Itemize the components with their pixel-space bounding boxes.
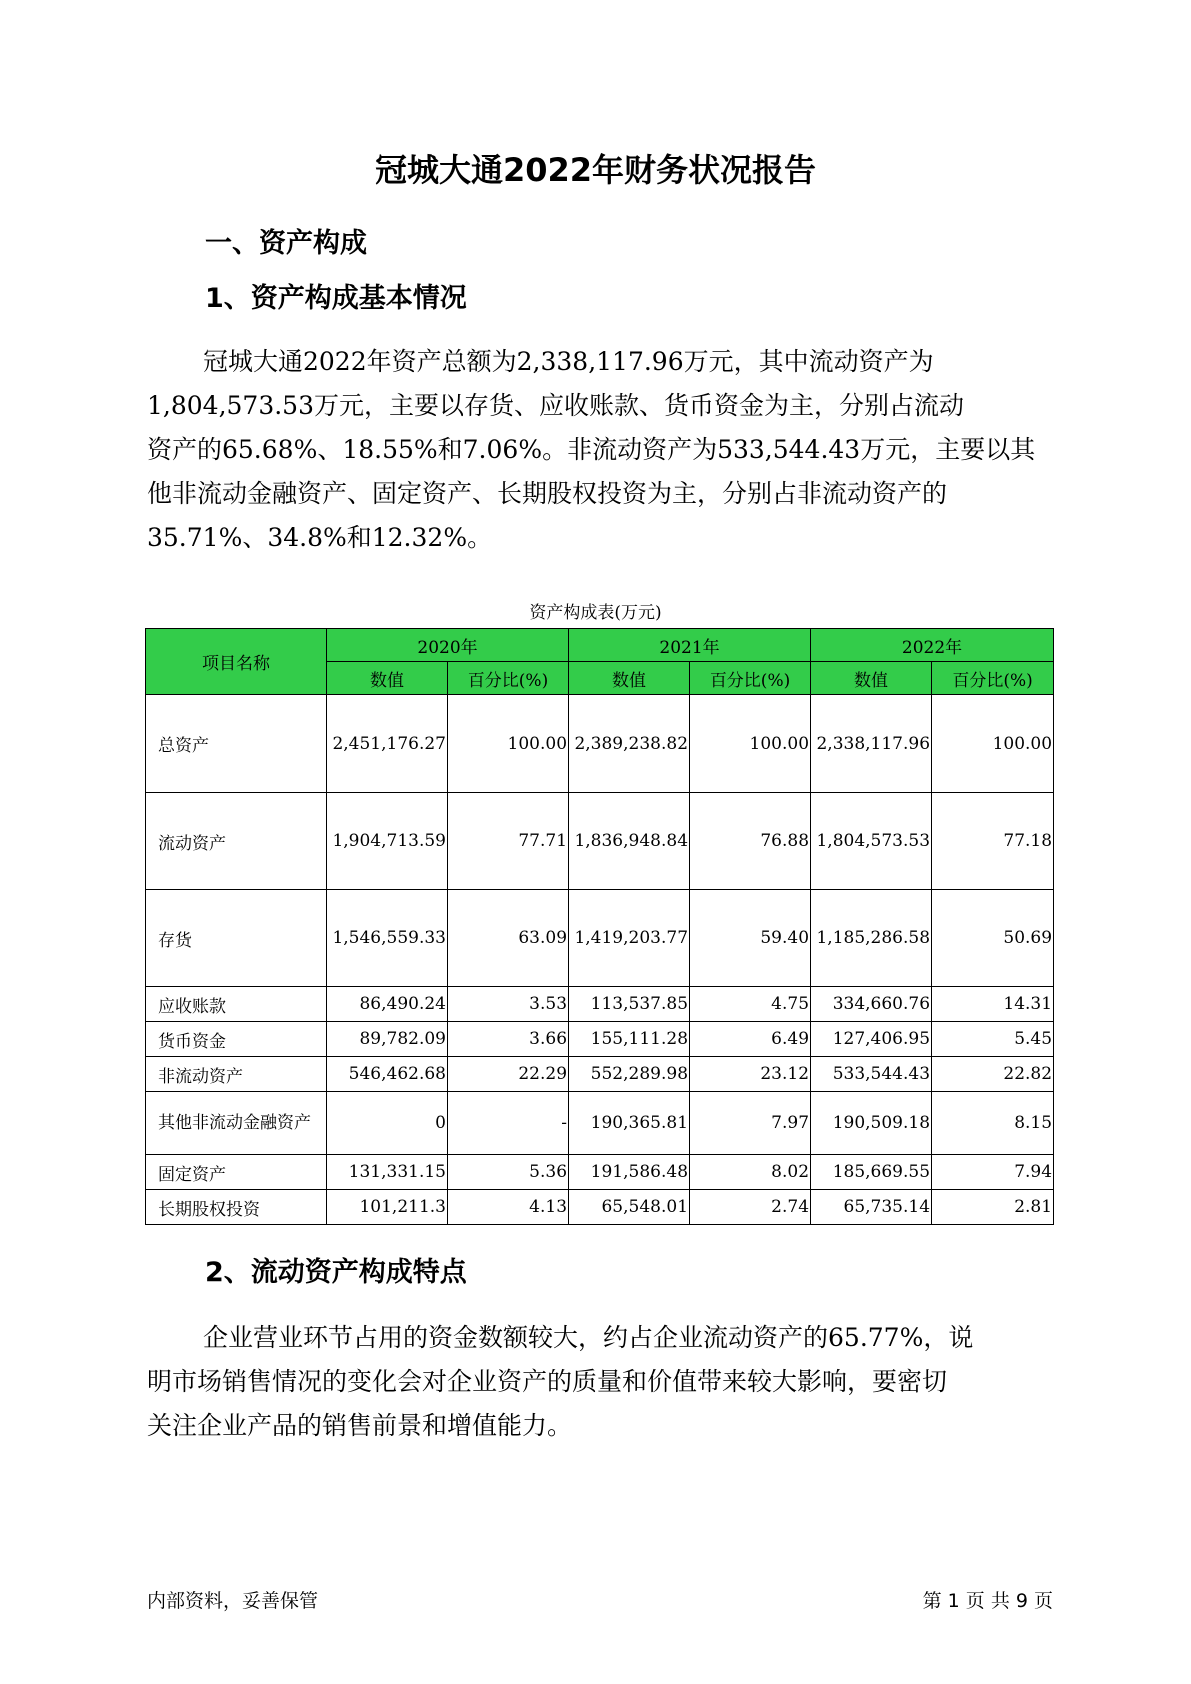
paragraph-line: 企业营业环节占用的资金数额较大，约占企业流动资产的65.77%，说 [203,1323,974,1352]
table-row [146,1057,1054,1092]
cell-percent: 3.53 [448,987,569,1022]
header-value: 数值 [327,662,448,695]
cell-value: 1,804,573.53 [811,793,932,890]
header-percent: 百分比(%) [932,662,1054,695]
cell-percent: 14.31 [932,987,1054,1022]
cell-percent: 59.40 [690,890,811,987]
cell-percent: 22.82 [932,1057,1054,1092]
cell-percent: 76.88 [690,793,811,890]
cell-value: 1,836,948.84 [569,793,690,890]
row-name: 应收账款 [146,987,327,1022]
paragraph-line: 1,804,573.53万元，主要以存货、应收账款、货币资金为主，分别占流动 [147,391,964,420]
table-row [146,987,1054,1022]
cell-percent: 5.36 [448,1155,569,1190]
cell-value: 86,490.24 [327,987,448,1022]
cell-value: 127,406.95 [811,1022,932,1057]
table-header-row [146,629,1054,662]
footer-page-number: 第 1 页 共 9 页 [922,1590,1053,1612]
cell-percent: - [448,1092,569,1155]
cell-percent: 100.00 [448,695,569,793]
cell-value: 155,111.28 [569,1022,690,1057]
header-item-name: 项目名称 [146,629,327,695]
cell-percent: 100.00 [932,695,1054,793]
table-row [146,793,1054,890]
section-heading-asset-composition: 一、资产构成 [205,228,367,259]
cell-percent: 2.74 [690,1190,811,1225]
table-row [146,1190,1054,1225]
cell-value: 1,185,286.58 [811,890,932,987]
cell-value: 552,289.98 [569,1057,690,1092]
header-year-2020: 2020年 [327,629,569,662]
cell-percent: 6.49 [690,1022,811,1057]
cell-value: 2,389,238.82 [569,695,690,793]
row-name: 其他非流动金融资产 [146,1092,327,1155]
cell-percent: 22.29 [448,1057,569,1092]
header-percent: 百分比(%) [448,662,569,695]
row-name: 总资产 [146,695,327,793]
cell-percent: 63.09 [448,890,569,987]
paragraph-current-assets [147,1316,1047,1448]
table-row [146,1155,1054,1190]
cell-value: 190,365.81 [569,1092,690,1155]
paragraph-line: 明市场销售情况的变化会对企业资产的质量和价值带来较大影响，要密切 [147,1367,948,1396]
asset-composition-table [145,628,1054,1225]
subsection-heading-basic: 1、资产构成基本情况 [205,283,467,314]
cell-percent: 23.12 [690,1057,811,1092]
page-title: 冠城大通2022年财务状况报告 [374,151,817,189]
table-caption: 资产构成表(万元) [529,603,662,623]
cell-percent: 4.75 [690,987,811,1022]
table-row [146,1022,1054,1057]
header-value: 数值 [811,662,932,695]
table-row [146,695,1054,793]
cell-value: 89,782.09 [327,1022,448,1057]
cell-value: 101,211.3 [327,1190,448,1225]
subsection-heading-current-assets: 2、流动资产构成特点 [205,1257,467,1288]
cell-value: 185,669.55 [811,1155,932,1190]
header-year-2022: 2022年 [811,629,1054,662]
cell-value: 2,451,176.27 [327,695,448,793]
cell-value: 65,548.01 [569,1190,690,1225]
cell-percent: 8.15 [932,1092,1054,1155]
cell-percent: 3.66 [448,1022,569,1057]
cell-value: 65,735.14 [811,1190,932,1225]
cell-value: 131,331.15 [327,1155,448,1190]
paragraph-line: 冠城大通2022年资产总额为2,338,117.96万元，其中流动资产为 [203,347,934,376]
paragraph-line: 他非流动金融资产、固定资产、长期股权投资为主，分别占非流动资产的 [147,479,948,508]
cell-percent: 77.18 [932,793,1054,890]
cell-value: 533,544.43 [811,1057,932,1092]
cell-percent: 2.81 [932,1190,1054,1225]
cell-percent: 7.94 [932,1155,1054,1190]
cell-value: 1,546,559.33 [327,890,448,987]
row-name: 非流动资产 [146,1057,327,1092]
cell-value: 190,509.18 [811,1092,932,1155]
row-name: 流动资产 [146,793,327,890]
cell-value: 1,419,203.77 [569,890,690,987]
cell-percent: 77.71 [448,793,569,890]
table-row [146,890,1054,987]
row-name: 存货 [146,890,327,987]
cell-value: 334,660.76 [811,987,932,1022]
cell-value: 0 [327,1092,448,1155]
cell-value: 113,537.85 [569,987,690,1022]
footer-confidential-note: 内部资料，妥善保管 [147,1590,319,1612]
cell-value: 2,338,117.96 [811,695,932,793]
paragraph-asset-basic [147,340,1047,560]
cell-percent: 4.13 [448,1190,569,1225]
cell-percent: 8.02 [690,1155,811,1190]
table-row [146,1092,1054,1155]
cell-percent: 50.69 [932,890,1054,987]
row-name: 固定资产 [146,1155,327,1190]
row-name: 长期股权投资 [146,1190,327,1225]
cell-value: 1,904,713.59 [327,793,448,890]
paragraph-line: 资产的65.68%、18.55%和7.06%。非流动资产为533,544.43万元，主要以其 [147,435,1036,464]
cell-value: 546,462.68 [327,1057,448,1092]
header-percent: 百分比(%) [690,662,811,695]
cell-percent: 5.45 [932,1022,1054,1057]
header-year-2021: 2021年 [569,629,811,662]
header-value: 数值 [569,662,690,695]
paragraph-line: 关注企业产品的销售前景和增值能力。 [147,1411,573,1440]
cell-percent: 7.97 [690,1092,811,1155]
row-name: 货币资金 [146,1022,327,1057]
paragraph-line: 35.71%、34.8%和12.32%。 [147,523,493,552]
cell-value: 191,586.48 [569,1155,690,1190]
cell-percent: 100.00 [690,695,811,793]
